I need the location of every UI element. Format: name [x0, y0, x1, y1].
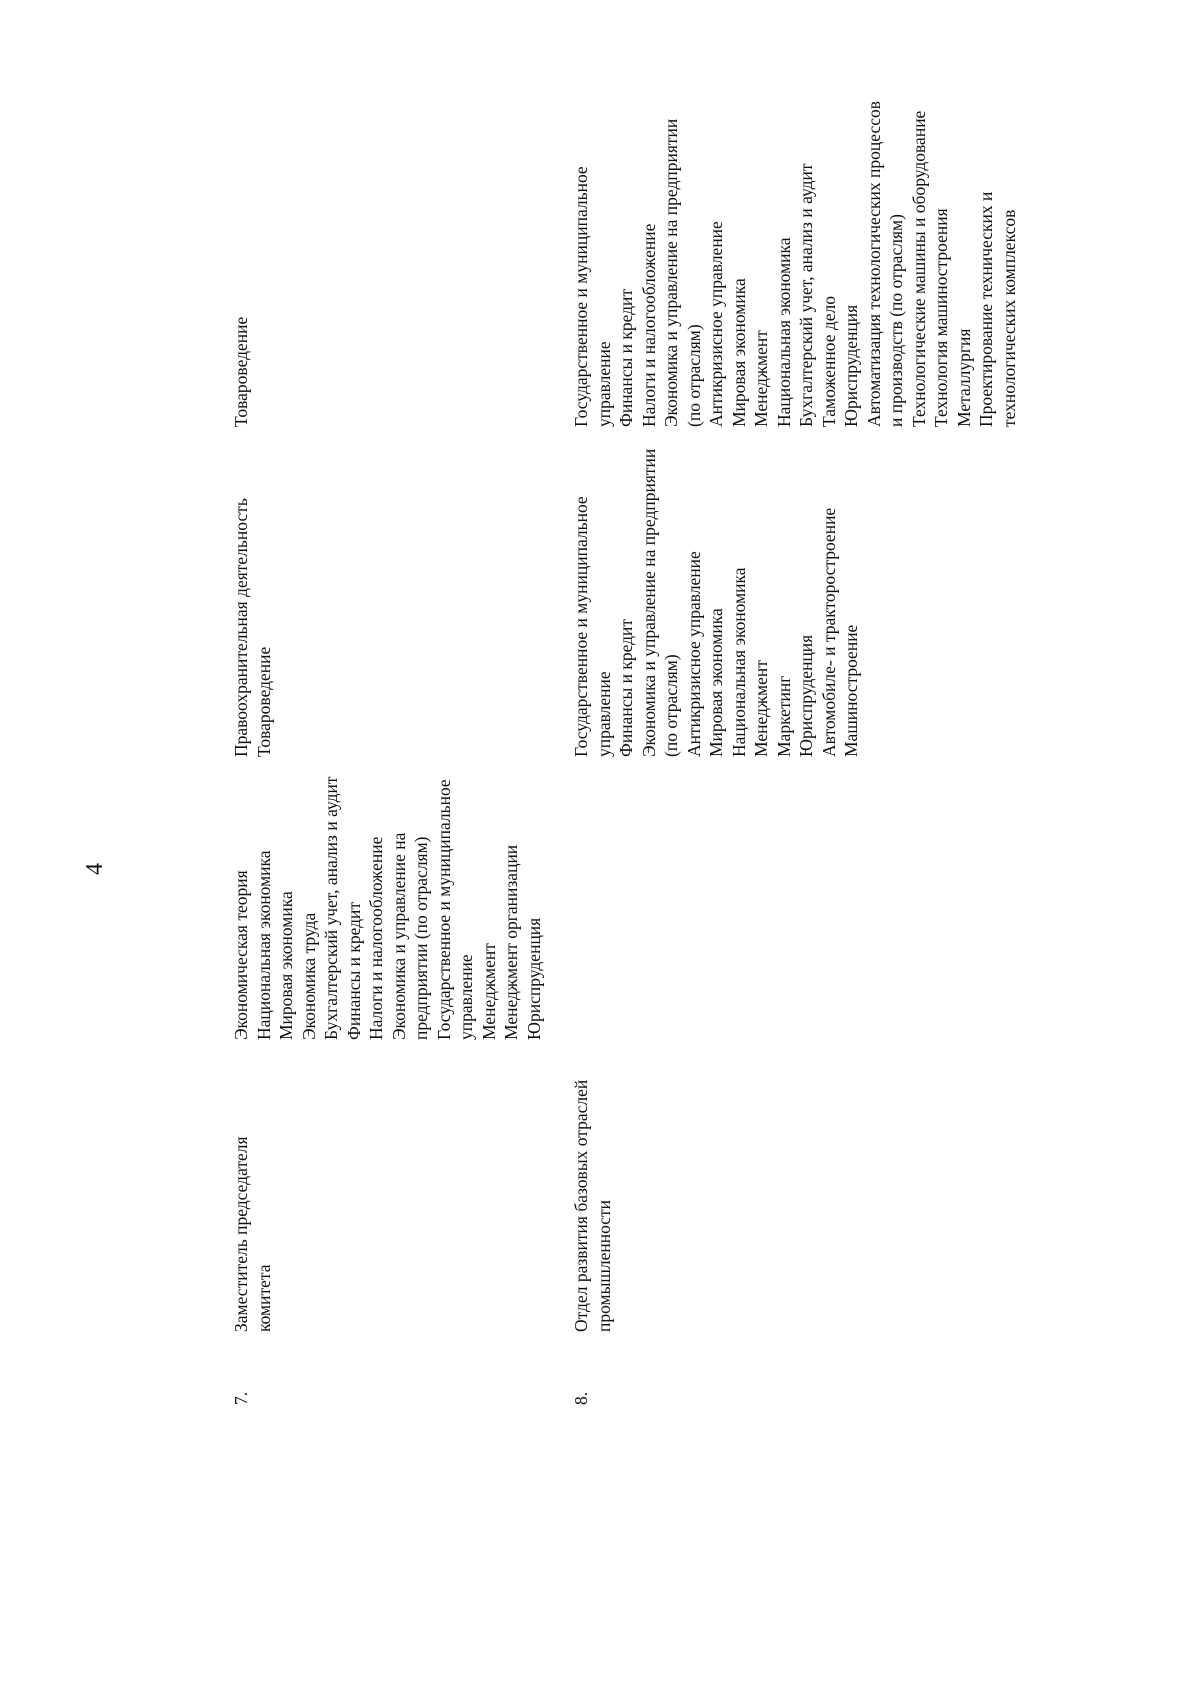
text-line: Мировая экономика — [276, 891, 296, 1040]
specialties-column-3 — [570, 77, 1020, 427]
text-line: управление — [593, 341, 614, 427]
text-line: Товароведение — [253, 646, 274, 757]
text-line: Экономика и управление на предприятии — [661, 118, 681, 427]
text-line: Национальная экономика — [728, 567, 749, 757]
text-line: Менеджмент — [751, 330, 771, 427]
specialties-column-2 — [570, 437, 863, 757]
text-line: управление — [593, 671, 614, 757]
text-line: Бухгалтерский учет, анализ и аудит — [321, 776, 341, 1040]
text-line: Экономика и управление на — [388, 832, 409, 1040]
specialties-column-2 — [230, 437, 275, 757]
text-line: комитета — [253, 1264, 274, 1332]
text-line: Экономика и управление на предприятии — [638, 448, 659, 757]
text-line: Автомобиле- и тракторостроение — [818, 507, 839, 757]
text-line: Юриспруденция — [796, 634, 816, 757]
unit-name — [230, 1062, 275, 1332]
text-line: технологических комплексов — [998, 209, 1019, 427]
text-line: Юриспруденция — [841, 304, 861, 427]
text-line: Налоги и налогообложение — [366, 836, 386, 1040]
text-line: Машиностроение — [841, 624, 861, 757]
text-line: Отдел развития базовых отраслей — [571, 1079, 591, 1332]
text-line: (по отраслям) — [661, 654, 681, 757]
row-number: 7. — [231, 1391, 251, 1405]
text-line: Маркетинг — [773, 675, 794, 757]
text-line: Правоохранительная деятельность — [231, 498, 251, 757]
text-line: Национальная экономика — [253, 850, 274, 1040]
text-line: (по отраслям) — [683, 324, 704, 427]
text-line: Финансы и кредит — [616, 288, 636, 427]
text-line: предприятии (по отраслям) — [411, 836, 431, 1040]
text-line: Технология машиностроения — [931, 208, 951, 427]
rotated-sheet — [80, 77, 1120, 1617]
specialties-column-3 — [230, 77, 253, 427]
text-line: и производств (по отраслям) — [886, 214, 906, 427]
text-line: управление — [456, 954, 476, 1040]
text-line: Заместитель председателя — [231, 1136, 251, 1332]
text-line: Автоматизация технологических процессов — [863, 100, 884, 427]
text-line: Технологические машины и оборудование — [908, 110, 929, 427]
text-line: Проектирование технических и — [976, 191, 996, 427]
text-line: Бухгалтерский учет, анализ и аудит — [796, 163, 816, 427]
text-line: Металлургия — [953, 328, 974, 427]
text-line: Государственное и муниципальное — [571, 166, 591, 427]
text-line: Финансы и кредит — [616, 618, 636, 757]
page-number: 4 — [82, 863, 108, 875]
text-line: Государственное и муниципальное — [433, 779, 454, 1040]
row-number: 8. — [571, 1391, 591, 1405]
text-line: Экономическая теория — [231, 870, 251, 1040]
text-line: Экономика труда — [298, 912, 319, 1040]
text-line: Товароведение — [231, 316, 251, 427]
text-line: Антикризисное управление — [683, 551, 704, 757]
text-line: Мировая экономика — [728, 278, 749, 427]
text-line: Национальная экономика — [773, 237, 794, 427]
text-line: Налоги и налогообложение — [638, 223, 659, 427]
specialties-column-1 — [230, 776, 545, 1040]
text-line: промышленности — [593, 1199, 614, 1332]
text-line: Менеджмент — [478, 943, 499, 1040]
text-line: Таможенное дело — [818, 295, 839, 427]
text-line: Юриспруденция — [523, 917, 544, 1040]
text-line: Государственное и муниципальное — [571, 496, 591, 757]
text-line: Менеджмент организации — [501, 844, 521, 1040]
unit-name — [570, 1062, 615, 1332]
text-line: Менеджмент — [751, 660, 771, 757]
text-line: Финансы и кредит — [343, 901, 364, 1040]
text-line: Антикризисное управление — [706, 221, 726, 427]
text-line: Мировая экономика — [706, 608, 726, 757]
